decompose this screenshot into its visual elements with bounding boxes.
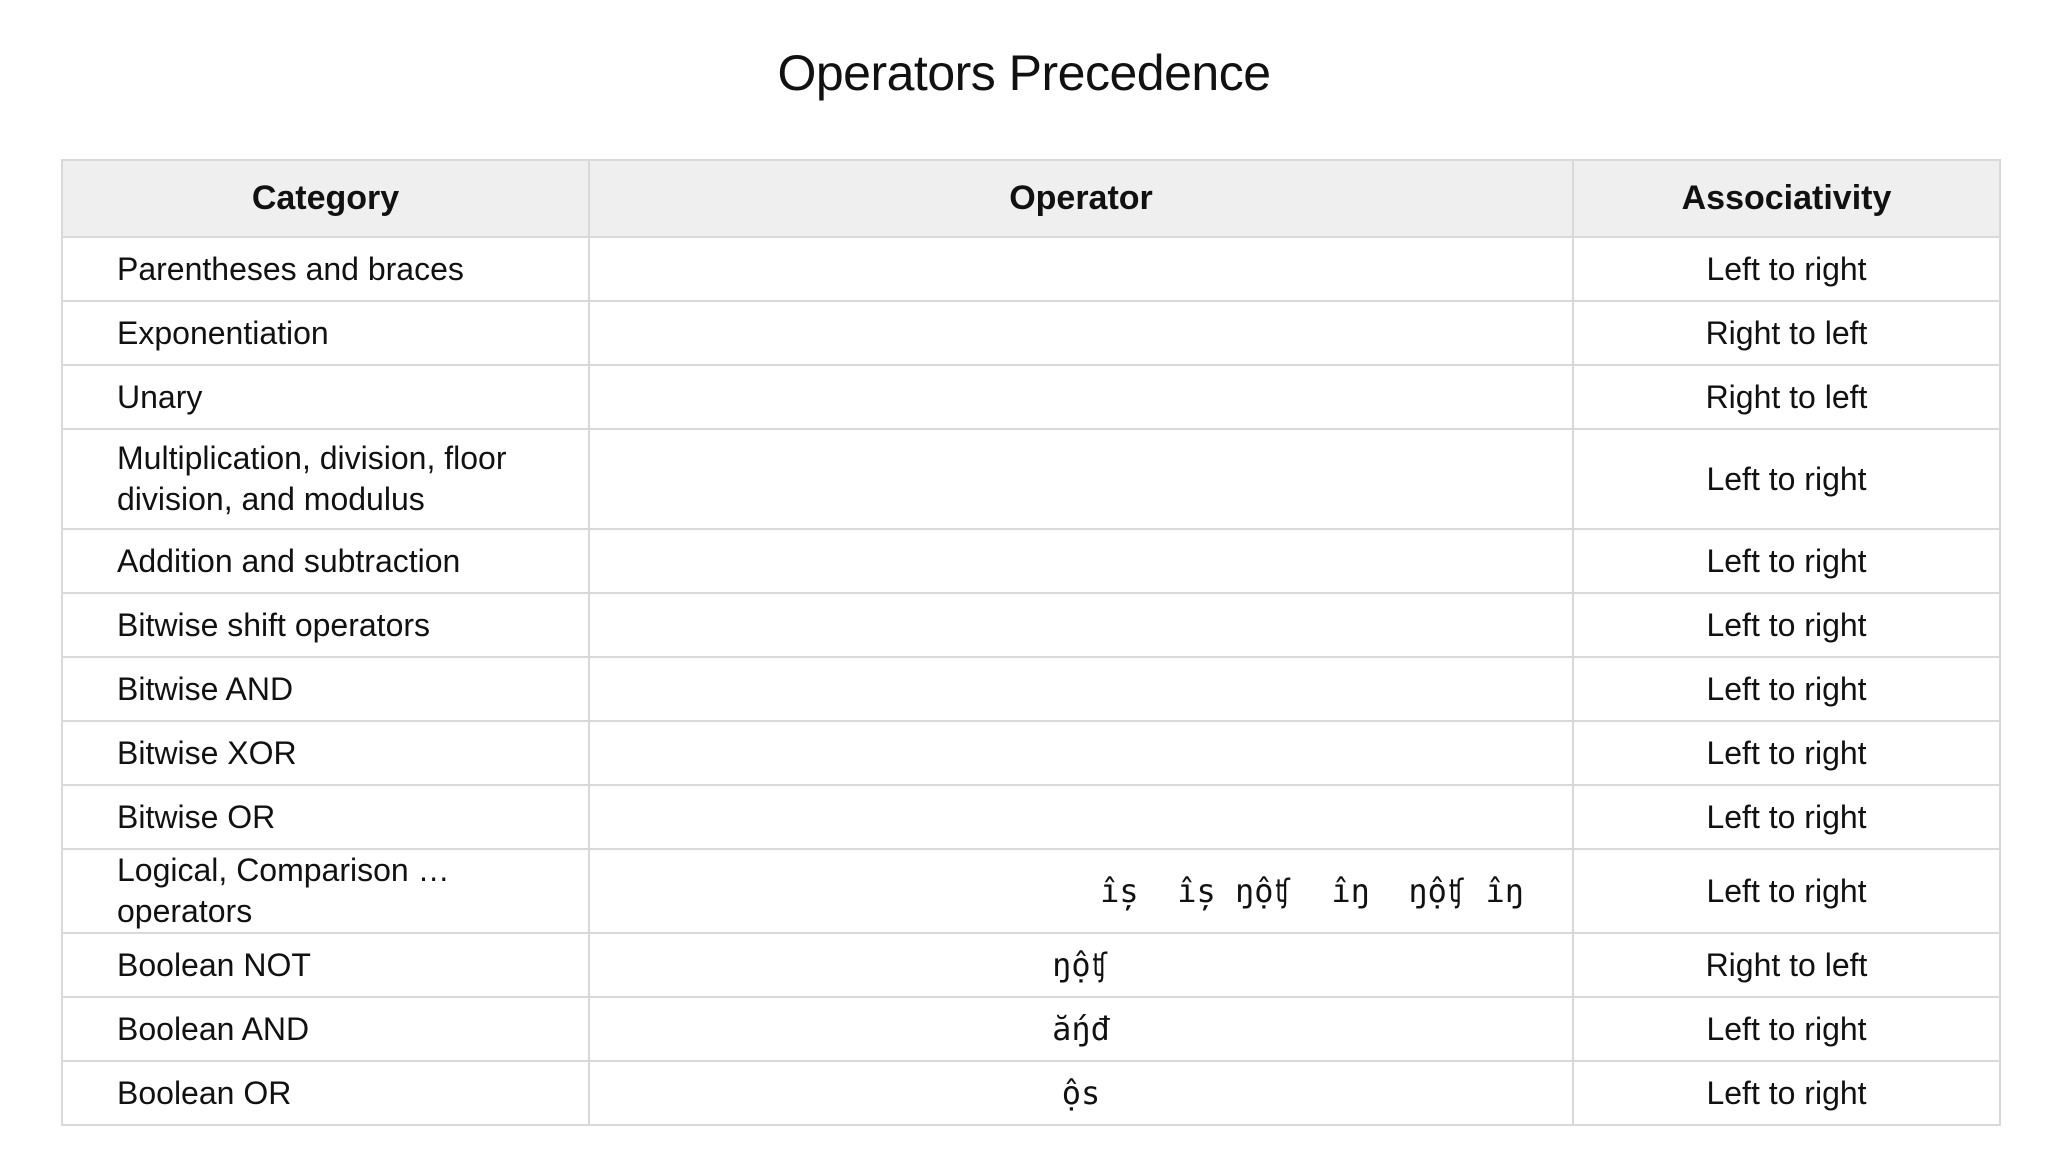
category-cell: Bitwise shift operators (62, 593, 589, 657)
table-row (62, 429, 2000, 529)
associativity-cell: Left to right (1573, 1061, 2000, 1125)
associativity-cell: Right to left (1573, 365, 2000, 429)
precedence-table-container (61, 159, 1999, 1126)
table-row (62, 365, 2000, 429)
header-operator: Operator (589, 160, 1573, 237)
associativity-cell: Left to right (1573, 593, 2000, 657)
category-cell: Boolean NOT (62, 933, 589, 997)
table-row (62, 721, 2000, 785)
category-cell: Logical, Comparison … operators (62, 849, 589, 933)
associativity-cell: Right to left (1573, 933, 2000, 997)
precedence-table (61, 159, 2001, 1126)
category-cell: Addition and subtraction (62, 529, 589, 593)
associativity-cell: Right to left (1573, 301, 2000, 365)
category-cell: Exponentiation (62, 301, 589, 365)
operator-cell: ŋộʧ (589, 933, 1573, 997)
category-cell: Boolean OR (62, 1061, 589, 1125)
associativity-cell: Left to right (1573, 785, 2000, 849)
table-row (62, 529, 2000, 593)
category-cell: Unary (62, 365, 589, 429)
category-cell: Multiplication, division, floor division, and modulus (62, 429, 589, 529)
table-row (62, 933, 2000, 997)
category-cell: Bitwise XOR (62, 721, 589, 785)
operator-cell: ắŋđ (589, 997, 1573, 1061)
operator-cell (589, 657, 1573, 721)
operator-cell (589, 429, 1573, 529)
associativity-cell: Left to right (1573, 849, 2000, 933)
table-row (62, 657, 2000, 721)
operator-cell (589, 237, 1573, 301)
operator-cell: ộs (589, 1061, 1573, 1125)
operator-cell (589, 721, 1573, 785)
table-row (62, 1061, 2000, 1125)
table-row (62, 997, 2000, 1061)
category-cell: Parentheses and braces (62, 237, 589, 301)
table-row (62, 301, 2000, 365)
table-header-row (62, 160, 2000, 237)
associativity-cell: Left to right (1573, 721, 2000, 785)
header-associativity: Associativity (1573, 160, 2000, 237)
operator-cell (589, 365, 1573, 429)
associativity-cell: Left to right (1573, 657, 2000, 721)
table-row (62, 849, 2000, 933)
operator-cell (589, 593, 1573, 657)
page-title: Operators Precedence (777, 45, 1271, 101)
associativity-cell: Left to right (1573, 529, 2000, 593)
operator-cell (589, 301, 1573, 365)
category-cell: Boolean AND (62, 997, 589, 1061)
category-cell: Bitwise OR (62, 785, 589, 849)
table-row (62, 593, 2000, 657)
table-row (62, 237, 2000, 301)
operator-cell (589, 785, 1573, 849)
operator-cell: îș îș ŋộʧ îŋ ŋộʧ îŋ (589, 849, 1573, 933)
operator-cell (589, 529, 1573, 593)
associativity-cell: Left to right (1573, 997, 2000, 1061)
associativity-cell: Left to right (1573, 237, 2000, 301)
header-category: Category (62, 160, 589, 237)
table-row (62, 785, 2000, 849)
category-cell: Bitwise AND (62, 657, 589, 721)
associativity-cell: Left to right (1573, 429, 2000, 529)
